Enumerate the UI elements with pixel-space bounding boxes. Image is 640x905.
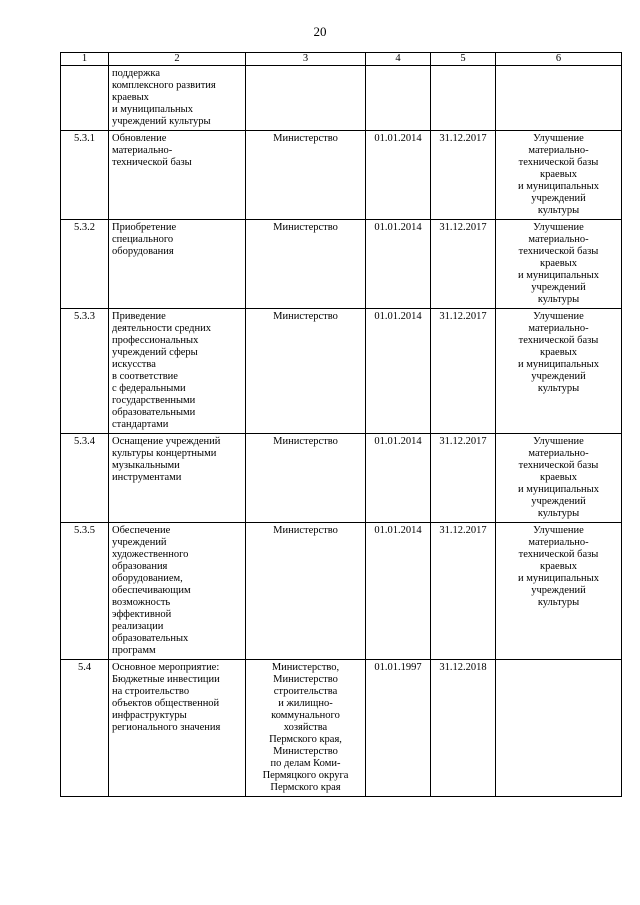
column-header: 4 xyxy=(366,53,431,66)
executor: Министерство, Министерство строительства и жилищно- коммунального хозяйства Пермского края, Министерство по делам Коми- Пермяцкого округа Пермского края xyxy=(246,660,366,797)
end-date: 31.12.2017 xyxy=(431,131,496,220)
row-number: 5.3.5 xyxy=(61,523,109,660)
expected-result xyxy=(496,660,622,797)
expected-result: Улучшение материально- технической базы краевых и муниципальных учреждений культуры xyxy=(496,131,622,220)
row-number xyxy=(61,66,109,131)
program-activities-table xyxy=(60,52,622,797)
start-date: 01.01.2014 xyxy=(366,434,431,523)
end-date: 31.12.2017 xyxy=(431,220,496,309)
row-number: 5.3.1 xyxy=(61,131,109,220)
row-number: 5.3.3 xyxy=(61,309,109,434)
expected-result: Улучшение материально- технической базы краевых и муниципальных учреждений культуры xyxy=(496,434,622,523)
start-date: 01.01.2014 xyxy=(366,131,431,220)
start-date: 01.01.2014 xyxy=(366,523,431,660)
table-row xyxy=(61,660,622,797)
activity-name: Обновление материально- технической базы xyxy=(109,131,246,220)
page-number: 20 xyxy=(313,24,327,39)
expected-result: Улучшение материально- технической базы краевых и муниципальных учреждений культуры xyxy=(496,523,622,660)
table-row xyxy=(61,66,622,131)
table-header-row xyxy=(61,53,622,66)
end-date xyxy=(431,66,496,131)
column-header: 1 xyxy=(61,53,109,66)
executor xyxy=(246,66,366,131)
start-date: 01.01.2014 xyxy=(366,220,431,309)
executor: Министерство xyxy=(246,523,366,660)
table-row xyxy=(61,309,622,434)
column-header: 5 xyxy=(431,53,496,66)
activity-name: Оснащение учреждений культуры концертными музыкальными инструментами xyxy=(109,434,246,523)
expected-result: Улучшение материально- технической базы краевых и муниципальных учреждений культуры xyxy=(496,220,622,309)
start-date: 01.01.1997 xyxy=(366,660,431,797)
activity-name: Основное мероприятие: Бюджетные инвестиции на строительство объектов общественной инфраструктуры регионального значения xyxy=(109,660,246,797)
column-header: 2 xyxy=(109,53,246,66)
table-row xyxy=(61,220,622,309)
row-number: 5.3.2 xyxy=(61,220,109,309)
table-row xyxy=(61,131,622,220)
column-header: 3 xyxy=(246,53,366,66)
column-header: 6 xyxy=(496,53,622,66)
activity-name: Обеспечение учреждений художественного образования оборудованием, обеспечивающим возможность эффективной реализации образовательных программ xyxy=(109,523,246,660)
executor: Министерство xyxy=(246,131,366,220)
start-date: 01.01.2014 xyxy=(366,309,431,434)
end-date: 31.12.2017 xyxy=(431,434,496,523)
activity-name: Приобретение специального оборудования xyxy=(109,220,246,309)
row-number: 5.3.4 xyxy=(61,434,109,523)
table-row xyxy=(61,523,622,660)
end-date: 31.12.2017 xyxy=(431,523,496,660)
executor: Министерство xyxy=(246,220,366,309)
start-date xyxy=(366,66,431,131)
executor: Министерство xyxy=(246,434,366,523)
activity-name: поддержка комплексного развития краевых и муниципальных учреждений культуры xyxy=(109,66,246,131)
row-number: 5.4 xyxy=(61,660,109,797)
end-date: 31.12.2018 xyxy=(431,660,496,797)
table-row xyxy=(61,434,622,523)
expected-result: Улучшение материально- технической базы краевых и муниципальных учреждений культуры xyxy=(496,309,622,434)
end-date: 31.12.2017 xyxy=(431,309,496,434)
expected-result xyxy=(496,66,622,131)
executor: Министерство xyxy=(246,309,366,434)
activity-name: Приведение деятельности средних профессиональных учреждений сферы искусства в соответствие с федеральными государственными образовательными стандартами xyxy=(109,309,246,434)
